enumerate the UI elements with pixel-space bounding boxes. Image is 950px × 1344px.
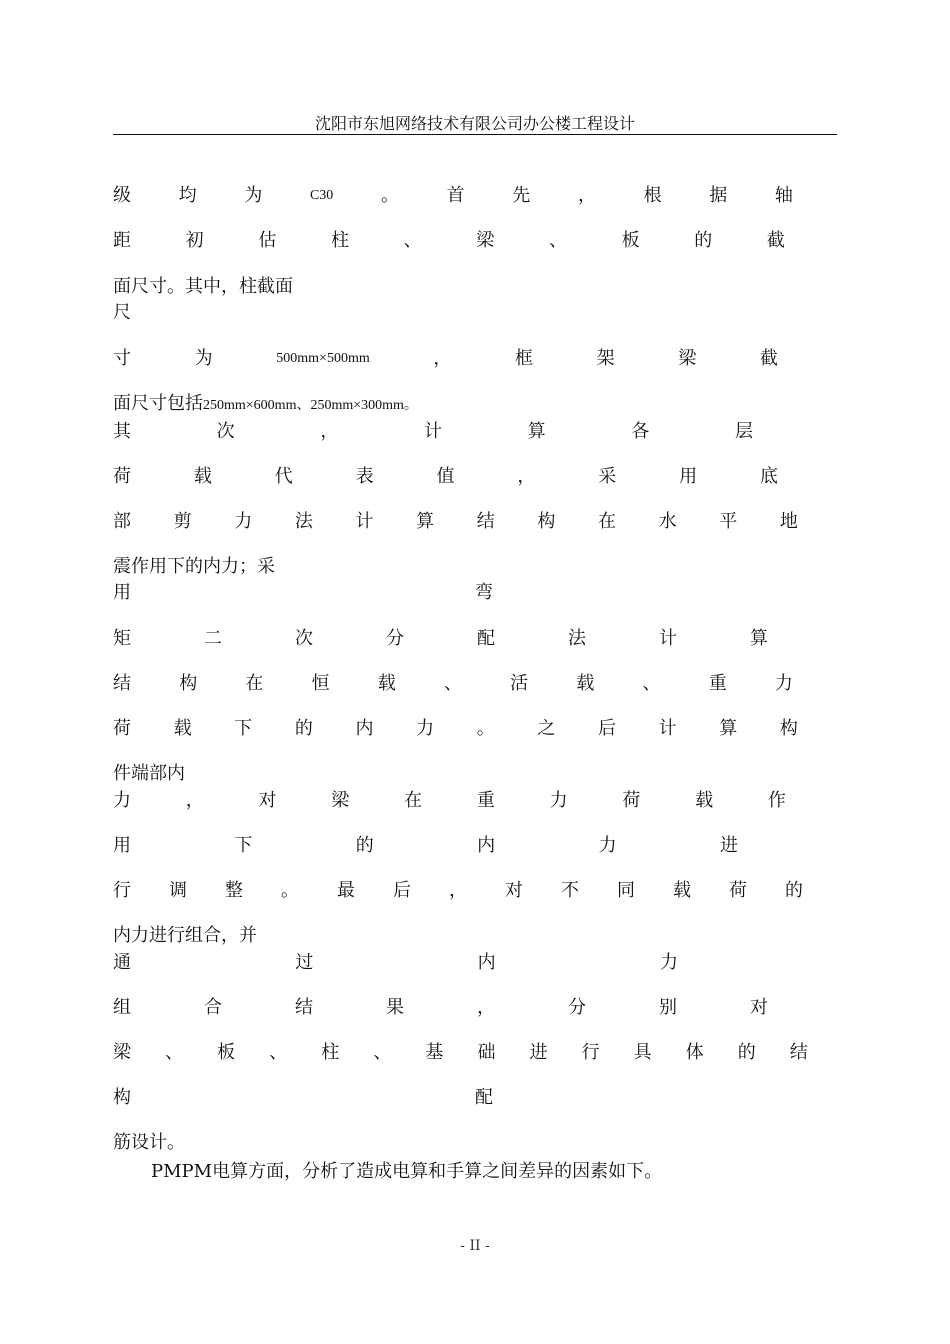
- text-line: [113, 275, 813, 299]
- text-token: 面尺寸包括250mm×600mm、250mm×300mm。: [113, 393, 418, 414]
- text-token: 之: [537, 718, 556, 739]
- text-line: [113, 1041, 808, 1065]
- text-token: 重: [476, 790, 495, 811]
- text-token: 力: [598, 835, 617, 856]
- text-token: 构: [537, 511, 556, 532]
- text-token: 计: [659, 628, 677, 649]
- text-line: [113, 762, 813, 786]
- text-line: [113, 581, 493, 605]
- text-token: 地: [779, 511, 798, 532]
- text-token: 后: [598, 718, 616, 739]
- text-token: 构: [113, 1087, 131, 1108]
- text-token: 基: [425, 1042, 444, 1063]
- text-token: ，: [477, 997, 495, 1018]
- text-token: 尺: [113, 302, 131, 323]
- text-token: 在: [245, 673, 264, 694]
- text-line: [113, 510, 798, 534]
- header-title: 沈阳市东旭网络技术有限公司办公楼工程设计: [314, 114, 635, 133]
- text-line: [113, 951, 678, 975]
- text-token: 框: [515, 348, 534, 369]
- text-token: 500mm×500mm: [276, 351, 370, 366]
- text-token: 用: [679, 466, 698, 487]
- text-token: C30: [309, 188, 334, 203]
- text-token: 最: [337, 880, 355, 901]
- text-token: 弯: [475, 582, 493, 603]
- text-token: 算: [527, 421, 546, 442]
- text-token: 内: [477, 952, 496, 973]
- text-token: 梁: [476, 230, 495, 251]
- text-token: ，: [517, 466, 536, 487]
- text-line: [113, 879, 803, 903]
- text-token: 截: [766, 230, 785, 251]
- text-token: 、: [642, 673, 661, 694]
- text-token: 对: [505, 880, 523, 901]
- text-token: 算: [416, 511, 435, 532]
- text-token: 载: [173, 718, 192, 739]
- text-token: 过: [295, 952, 314, 973]
- text-token: 力: [416, 718, 435, 739]
- text-token: 、: [165, 1042, 184, 1063]
- text-token: 件端部内: [113, 763, 185, 784]
- text-token: 平: [719, 511, 738, 532]
- text-token: 二: [204, 628, 222, 649]
- text-token: 层: [734, 421, 753, 442]
- text-token: 面尺寸。其中，柱截面: [113, 276, 293, 297]
- text-token: 作: [767, 790, 786, 811]
- text-token: 载: [673, 880, 691, 901]
- text-token: 、: [269, 1042, 288, 1063]
- text-token: 后: [393, 880, 411, 901]
- text-token: 用: [113, 582, 131, 603]
- text-token: 整: [225, 880, 243, 901]
- text-token: 、: [443, 673, 462, 694]
- text-token: 载: [377, 673, 396, 694]
- text-token: 载: [193, 466, 212, 487]
- text-token: 配: [477, 628, 495, 649]
- text-token: 计: [658, 718, 677, 739]
- text-token: 不: [561, 880, 579, 901]
- text-token: 初: [185, 230, 204, 251]
- text-token: 矩: [113, 628, 131, 649]
- text-token: 各: [631, 421, 650, 442]
- text-token: 合: [204, 997, 222, 1018]
- text-token: 调: [169, 880, 187, 901]
- page-header: [113, 114, 837, 135]
- text-token: 结: [295, 997, 313, 1018]
- text-token: 在: [404, 790, 423, 811]
- text-token: 分: [386, 628, 404, 649]
- text-token: 下: [234, 718, 253, 739]
- text-token: 通: [113, 952, 131, 973]
- text-token: 结: [789, 1042, 808, 1063]
- text-token: ，: [320, 421, 339, 442]
- text-token: 荷: [622, 790, 641, 811]
- text-line: [113, 1131, 813, 1155]
- text-token: 力: [549, 790, 568, 811]
- text-token: 值: [436, 466, 455, 487]
- page-footer: [0, 1237, 950, 1255]
- text-token: 进: [719, 835, 738, 856]
- text-token: 力: [659, 952, 678, 973]
- text-token: 恒: [311, 673, 330, 694]
- text-token: 其: [113, 421, 131, 442]
- text-token: 。: [476, 718, 495, 739]
- text-token: 力: [774, 673, 793, 694]
- text-token: 。: [281, 880, 299, 901]
- text-token: 配: [475, 1087, 493, 1108]
- text-token: 。: [380, 185, 399, 206]
- text-token: 轴: [774, 185, 793, 206]
- text-token: 剪: [173, 511, 192, 532]
- text-token: 采: [598, 466, 617, 487]
- text-token: 用: [113, 835, 131, 856]
- text-line: [113, 301, 813, 325]
- text-line: [113, 229, 785, 253]
- text-token: 别: [659, 997, 677, 1018]
- text-token: 为: [244, 185, 263, 206]
- text-token: 部: [113, 511, 131, 532]
- text-token: 计: [423, 421, 442, 442]
- text-line: [113, 347, 778, 371]
- text-token: 结: [113, 673, 131, 694]
- text-token: 柱: [321, 1042, 340, 1063]
- text-token: 根: [643, 185, 662, 206]
- text-token: ，: [449, 880, 467, 901]
- text-token: 底: [760, 466, 778, 487]
- paragraph-2-text: PMPM电算方面，分析了造成电算和手算之间差异的因素如下。: [151, 1161, 663, 1182]
- text-token: 同: [617, 880, 635, 901]
- text-token: 板: [621, 230, 640, 251]
- text-token: 力: [234, 511, 253, 532]
- text-token: 梁: [113, 1042, 131, 1063]
- text-token: 寸: [113, 348, 131, 369]
- text-token: 首: [446, 185, 465, 206]
- text-token: 础: [477, 1042, 496, 1063]
- text-token: 先: [512, 185, 531, 206]
- text-token: 重: [708, 673, 727, 694]
- text-token: 行: [113, 880, 131, 901]
- text-token: 内: [477, 835, 496, 856]
- text-token: 载: [695, 790, 714, 811]
- text-token: 果: [386, 997, 404, 1018]
- text-token: 的: [355, 835, 374, 856]
- text-token: 算: [750, 628, 768, 649]
- text-line: [113, 717, 798, 741]
- text-token: 梁: [331, 790, 350, 811]
- text-line: [113, 834, 738, 858]
- text-line: [113, 465, 778, 489]
- text-token: 截: [759, 348, 778, 369]
- text-token: ，: [433, 348, 452, 369]
- text-token: 载: [576, 673, 595, 694]
- text-token: 震作用下的内力；采: [113, 556, 275, 577]
- text-line: [113, 789, 786, 813]
- text-line: [113, 996, 768, 1020]
- text-token: 计: [355, 511, 374, 532]
- text-token: 级: [113, 185, 131, 206]
- text-token: 分: [568, 997, 586, 1018]
- text-token: 进: [529, 1042, 548, 1063]
- text-token: 对: [750, 997, 768, 1018]
- text-line: [113, 627, 768, 651]
- text-token: 表: [355, 466, 374, 487]
- text-token: 组: [113, 997, 131, 1018]
- text-token: 行: [581, 1042, 600, 1063]
- text-line: [113, 1086, 493, 1110]
- text-token: 梁: [678, 348, 697, 369]
- text-token: 为: [194, 348, 213, 369]
- text-token: 下: [234, 835, 253, 856]
- text-token: 板: [217, 1042, 236, 1063]
- text-token: 荷: [729, 880, 747, 901]
- text-token: 均: [178, 185, 197, 206]
- text-token: 体: [685, 1042, 704, 1063]
- text-token: 据: [709, 185, 728, 206]
- text-token: 活: [510, 673, 529, 694]
- text-token: 力: [113, 790, 131, 811]
- text-token: 、: [548, 230, 567, 251]
- text-token: 内: [355, 718, 374, 739]
- text-token: 法: [568, 628, 586, 649]
- text-token: 筋设计。: [113, 1132, 185, 1153]
- text-token: 内力进行组合，并: [113, 925, 257, 946]
- text-token: 算: [719, 718, 738, 739]
- text-token: 的: [694, 230, 713, 251]
- text-token: ，: [185, 790, 204, 811]
- text-token: 次: [295, 628, 313, 649]
- text-token: 估: [258, 230, 277, 251]
- text-token: 、: [373, 1042, 392, 1063]
- text-token: 构: [179, 673, 198, 694]
- text-token: 构: [779, 718, 798, 739]
- text-token: 的: [737, 1042, 756, 1063]
- text-token: 水: [658, 511, 677, 532]
- text-token: 在: [598, 511, 616, 532]
- page-number: - II -: [460, 1238, 490, 1254]
- text-token: 的: [294, 718, 313, 739]
- text-token: 荷: [113, 466, 131, 487]
- text-token: 对: [258, 790, 277, 811]
- text-token: ，: [577, 185, 596, 206]
- text-line: [113, 672, 793, 696]
- text-token: 结: [476, 511, 495, 532]
- text-token: 次: [216, 421, 235, 442]
- text-token: 柱: [330, 230, 349, 251]
- text-line: [113, 555, 813, 579]
- text-line: [113, 184, 793, 208]
- text-token: 距: [113, 230, 131, 251]
- text-token: 、: [403, 230, 422, 251]
- paragraph-2: [151, 1160, 851, 1184]
- text-line: [113, 420, 753, 444]
- text-line: [113, 924, 813, 948]
- text-token: 荷: [113, 718, 131, 739]
- text-token: 具: [633, 1042, 652, 1063]
- text-token: 法: [294, 511, 313, 532]
- text-token: 架: [596, 348, 615, 369]
- text-token: 的: [785, 880, 803, 901]
- text-line: [113, 393, 813, 417]
- text-token: 代: [274, 466, 293, 487]
